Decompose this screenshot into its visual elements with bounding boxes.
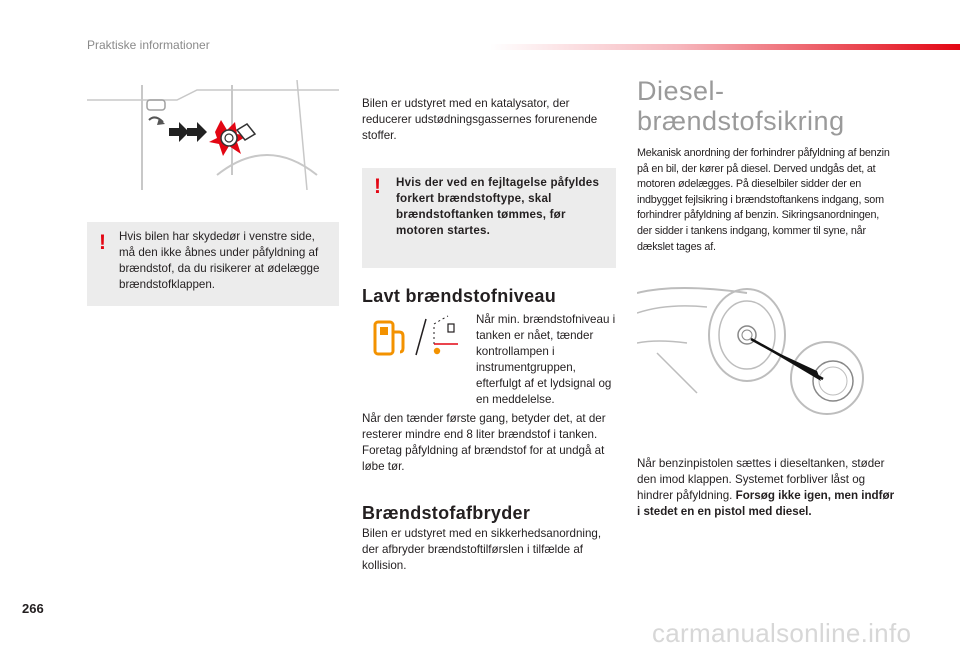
watermark: carmanualsonline.info	[652, 618, 912, 648]
wrong-fuel-warning-text: Hvis der ved en fejltagelse påfyldes forkert brændstoftype, skal brændstoftanken tømmes, før motoren startes.	[396, 176, 600, 237]
page-number: 266	[22, 601, 44, 616]
sliding-door-warning-text: Hvis bilen har skydedør i venstre side, må den ikke åbnes under påfyldning af brændstof, da du risikerer at ødelægge brændstofklappen.	[119, 230, 320, 291]
fuel-gauge-icon	[430, 314, 460, 356]
diesel-note: Når benzinpistolen sættes i dieseltanken, støder den imod klappen. Systemet forbliver låst og hindrer påfyldning. Forsøg ikke igen, men indfør i stedet en en pistol med diesel.	[637, 457, 895, 518]
icon-divider	[414, 318, 428, 356]
diesel-heading: Diesel- brændstofsikring	[637, 76, 845, 136]
diesel-note-bold: Forsøg ikke igen, men indfør i stedet en en pistol med diesel.	[637, 489, 895, 518]
low-fuel-heading: Lavt brændstofniveau	[362, 286, 557, 306]
exclamation-icon: !	[374, 175, 381, 198]
fuel-inlet-illustration	[637, 283, 895, 415]
fuel-pump-icon	[372, 318, 408, 358]
wrong-fuel-warning	[362, 168, 616, 268]
catalyst-text: Bilen er udstyret med en katalysator, der reducerer udstødningsgassernes forurenende stoffer.	[362, 97, 598, 142]
low-fuel-body: Når den tænder første gang, betyder det, at der resterer mindre end 8 liter brændstof i tanken. Foretag påfyldning af brændstof for at undgå at løbe tør.	[362, 412, 606, 473]
exclamation-icon: !	[99, 231, 106, 254]
fuel-cutoff-body: Bilen er udstyret med en sikkerhedsanordning, der afbryder brændstoftilførslen i tilfælde af kollision.	[362, 527, 602, 572]
diesel-description: Mekanisk anordning der forhindrer påfyldning af benzin på en bil, der kører på diesel. Derved undgås det, at motoren ødelægges. På dieselbiler sidder der en indbygget fejlsikring i brændstoftankens indgang, som forhindrer påfyldning af benzin. Sikringsanordningen, der sidder i tankens indgang, kommer til syne, når dækslet tages af.	[637, 147, 890, 253]
low-fuel-side-text: Når min. brændstofniveau i tanken er nået, tænder kontrollampen i instrumentgruppen, efterfulgt af et lydsignal og en meddelelse.	[476, 313, 616, 406]
sliding-door-warning	[87, 222, 339, 306]
fuel-cutoff-heading: Brændstofafbryder	[362, 503, 531, 523]
header-accent-bar	[490, 44, 960, 50]
sliding-door-illustration	[87, 80, 339, 190]
section-title: Praktiske informationer	[87, 38, 210, 52]
